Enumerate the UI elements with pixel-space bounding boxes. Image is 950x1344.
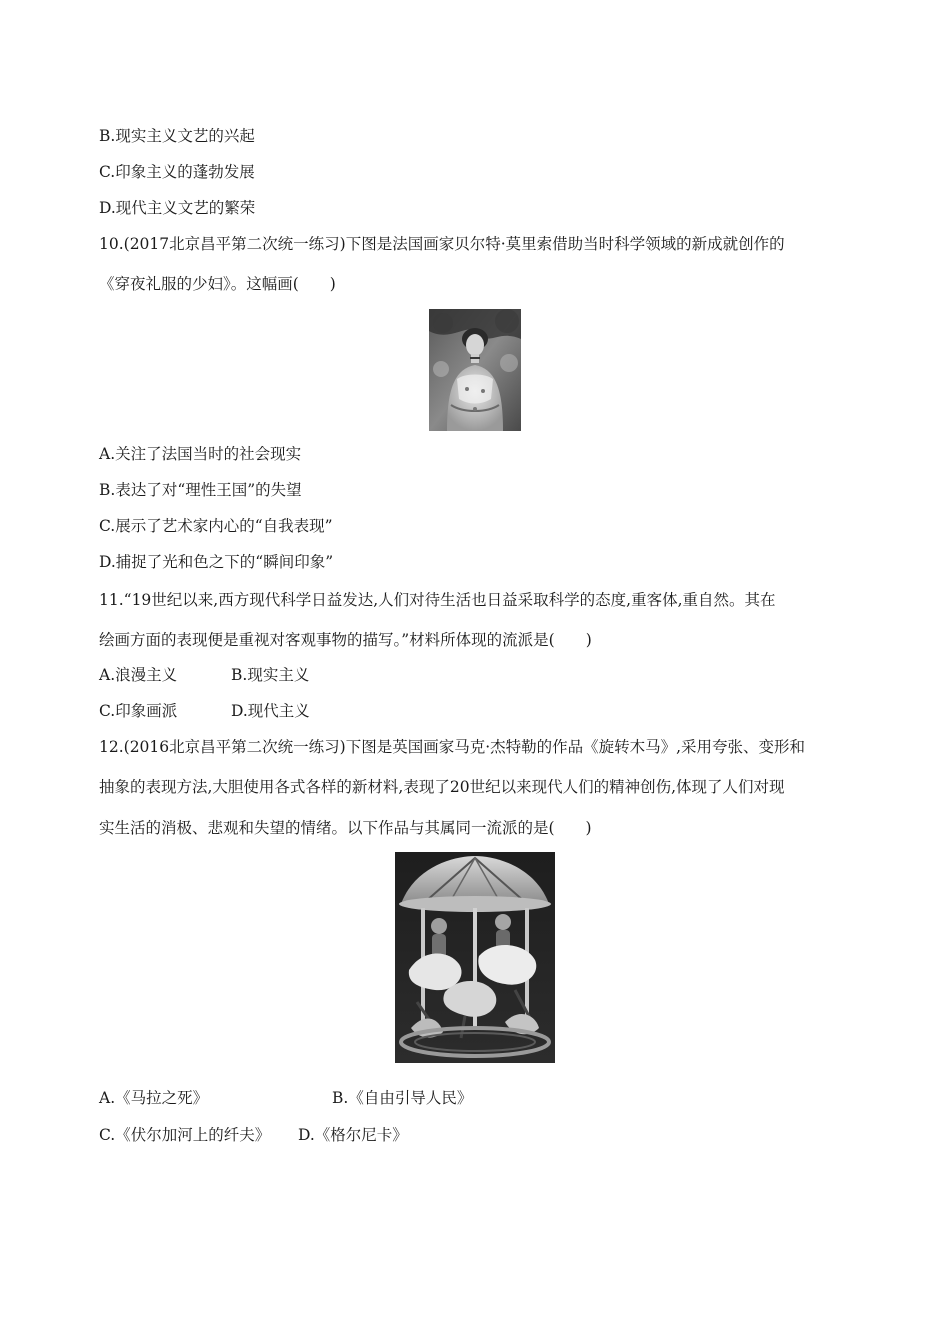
painting-merry-go-round [395, 852, 555, 1063]
q12-option-c: C.《伏尔加河上的纤夫》 [99, 1126, 271, 1144]
q11-stem-line1: 11.“19世纪以来,西方现代科学日益发达,人们对待生活也日益采取科学的态度,重客体,重自然。其在 [99, 591, 776, 609]
painting-image [395, 852, 555, 1063]
q12-stem-line1: 12.(2016北京昌平第二次统一练习)下图是英国画家马克·杰特勒的作品《旋转木马》,采用夸张、变形和 [99, 738, 806, 756]
q11-stem-line2: 绘画方面的表现便是重视对客观事物的描写。”材料所体现的流派是( ) [99, 631, 592, 649]
painting-image [429, 309, 521, 431]
q12-stem-line3: 实生活的消极、悲观和失望的情绪。以下作品与其属同一流派的是( ) [99, 819, 592, 837]
painting-young-woman-evening-dress [429, 309, 521, 431]
q12-stem-line2: 抽象的表现方法,大胆使用各式各样的新材料,表现了20世纪以来现代人们的精神创伤,体现了人们对现 [99, 778, 785, 796]
q11-option-a: A.浪漫主义 [99, 666, 178, 684]
q11-option-c: C.印象画派 [99, 702, 178, 720]
q10-stem-line1: 10.(2017北京昌平第二次统一练习)下图是法国画家贝尔特·莫里索借助当时科学领域的新成就创作的 [99, 235, 785, 253]
q10-stem-line2: 《穿夜礼服的少妇》。这幅画( ) [99, 275, 336, 293]
q12-option-d: D.《格尔尼卡》 [298, 1126, 408, 1144]
q10-option-b: B.表达了对“理性王国”的失望 [99, 481, 302, 499]
q12-option-a: A.《马拉之死》 [99, 1089, 209, 1107]
q9-option-d: D.现代主义文艺的繁荣 [99, 199, 256, 217]
q11-option-b: B.现实主义 [231, 666, 310, 684]
q12-option-b: B.《自由引导人民》 [332, 1089, 473, 1107]
q10-option-c: C.展示了艺术家内心的“自我表现” [99, 517, 333, 535]
q11-option-d: D.现代主义 [231, 702, 310, 720]
q10-option-a: A.关注了法国当时的社会现实 [99, 445, 302, 463]
q10-option-d: D.捕捉了光和色之下的“瞬间印象” [99, 553, 334, 571]
q9-option-b: B.现实主义文艺的兴起 [99, 127, 255, 145]
q9-option-c: C.印象主义的蓬勃发展 [99, 163, 255, 181]
